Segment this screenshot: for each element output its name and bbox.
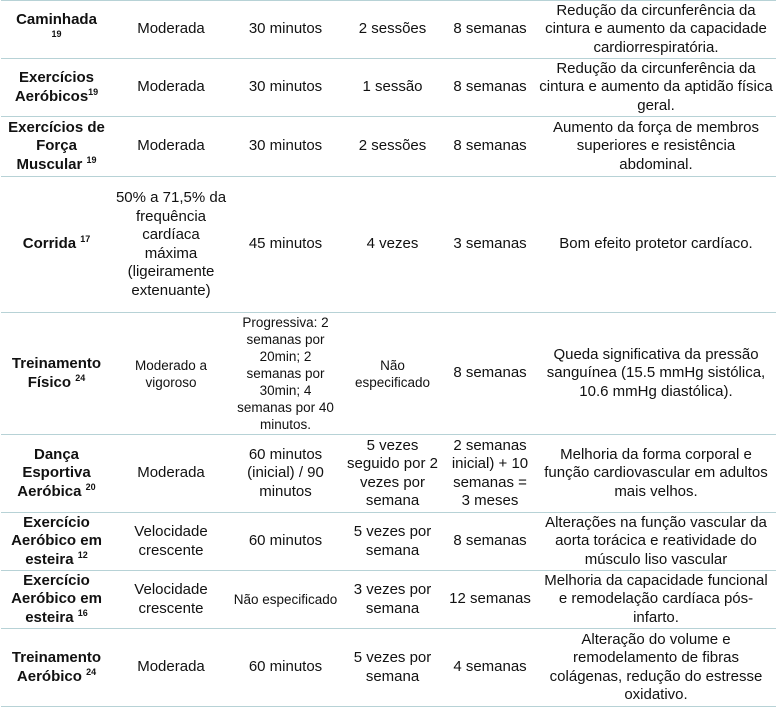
frequency-cell: Não especificado <box>341 313 444 435</box>
exercise-cell: Corrida $^{17}$ <box>1 177 112 313</box>
result-cell: Aumento da força de membros superiores e resistência abdominal. <box>536 117 776 177</box>
intensity-cell: Moderada <box>112 435 230 513</box>
duration-cell: 60 minutos <box>230 513 341 571</box>
result-cell: Alteração do volume e remodelamento de fibras colágenas, redução do estresse oxidativo. <box>536 629 776 707</box>
period-cell: 8 semanas <box>444 59 536 117</box>
table-row <box>1 1 776 59</box>
duration-cell: 30 minutos <box>230 1 341 59</box>
table-row <box>1 59 776 117</box>
exercise-cell: Exercício Aeróbico em esteira $^{16}$ <box>1 571 112 629</box>
period-cell: 8 semanas <box>444 313 536 435</box>
period-cell: 4 semanas <box>444 629 536 707</box>
reference-number: 12 <box>77 549 88 560</box>
frequency-cell: 5 vezes seguido por 2 vezes por semana <box>341 435 444 513</box>
intensity-cell: Moderada <box>112 1 230 59</box>
exercise-cell: Dança Esportiva Aeróbica $^{20}$ <box>1 435 112 513</box>
reference-number: 24 <box>86 666 97 677</box>
result-cell: Alterações na função vascular da aorta torácica e reatividade do músculo liso vascular <box>536 513 776 571</box>
frequency-cell: 5 vezes por semana <box>341 629 444 707</box>
table-row <box>1 435 776 513</box>
table-row <box>1 571 776 629</box>
reference-number: 20 <box>85 481 96 492</box>
duration-cell: 45 minutos <box>230 177 341 313</box>
intensity-cell: Moderado a vigoroso <box>112 313 230 435</box>
result-cell: Melhoria da capacidade funcional e remodelação cardíaca pós-infarto. <box>536 571 776 629</box>
result-cell: Queda significativa da pressão sanguínea (15.5 mmHg sistólica, 10.6 mmHg diastólica). <box>536 313 776 435</box>
table-row <box>1 177 776 313</box>
period-cell: 12 semanas <box>444 571 536 629</box>
period-cell: 8 semanas <box>444 513 536 571</box>
exercise-cell: Exercício Aeróbico em esteira $^{12}$ <box>1 513 112 571</box>
reference-number: 17 <box>80 234 91 245</box>
period-cell: 3 semanas <box>444 177 536 313</box>
intensity-cell: Velocidade crescente <box>112 513 230 571</box>
intensity-cell: Moderada <box>112 629 230 707</box>
reference-number: 24 <box>75 372 86 383</box>
period-cell: 8 semanas <box>444 117 536 177</box>
result-cell: Redução da circunferência da cintura e aumento da capacidade cardiorrespiratória. <box>536 1 776 59</box>
intensity-cell: Moderada <box>112 117 230 177</box>
exercise-cell: Treinamento Aeróbico $^{24}$ <box>1 629 112 707</box>
table-row <box>1 513 776 571</box>
duration-cell: 30 minutos <box>230 59 341 117</box>
table-row <box>1 313 776 435</box>
exercise-cell: Treinamento Físico $^{24}$ <box>1 313 112 435</box>
frequency-cell: 4 vezes <box>341 177 444 313</box>
frequency-cell: 2 sessões <box>341 117 444 177</box>
duration-cell: Progressiva: 2 semanas por 20min; 2 semanas por 30min; 4 semanas por 40 minutos. <box>230 313 341 435</box>
exercise-cell: Exercícios Aeróbicos$^{19}$ <box>1 59 112 117</box>
period-cell: 8 semanas <box>444 1 536 59</box>
result-cell: Melhoria da forma corporal e função cardiovascular em adultos mais velhos. <box>536 435 776 513</box>
reference-number: 19 <box>88 86 99 97</box>
exercise-cell: Exercícios de Força Muscular $^{19}$ <box>1 117 112 177</box>
duration-cell: 60 minutos <box>230 629 341 707</box>
frequency-cell: 3 vezes por semana <box>341 571 444 629</box>
reference-number: 16 <box>77 607 88 618</box>
exercise-cell: Caminhada $^{19}$ <box>1 1 112 59</box>
reference-number: 19 <box>51 28 62 39</box>
table-row <box>1 117 776 177</box>
duration-cell: 60 minutos (inicial) / 90 minutos <box>230 435 341 513</box>
reference-number: 19 <box>86 154 97 165</box>
frequency-cell: 2 sessões <box>341 1 444 59</box>
duration-cell: 30 minutos <box>230 117 341 177</box>
table-row <box>1 629 776 707</box>
duration-cell: Não especificado <box>230 571 341 629</box>
exercise-table <box>1 0 776 707</box>
result-cell: Redução da circunferência da cintura e aumento da aptidão física geral. <box>536 59 776 117</box>
frequency-cell: 1 sessão <box>341 59 444 117</box>
frequency-cell: 5 vezes por semana <box>341 513 444 571</box>
period-cell: 2 semanas inicial) + 10 semanas = 3 meses <box>444 435 536 513</box>
intensity-cell: Moderada <box>112 59 230 117</box>
intensity-cell: Velocidade crescente <box>112 571 230 629</box>
intensity-cell: 50% a 71,5% da frequência cardíaca máxima (ligeiramente extenuante) <box>112 177 230 313</box>
result-cell: Bom efeito protetor cardíaco. <box>536 177 776 313</box>
